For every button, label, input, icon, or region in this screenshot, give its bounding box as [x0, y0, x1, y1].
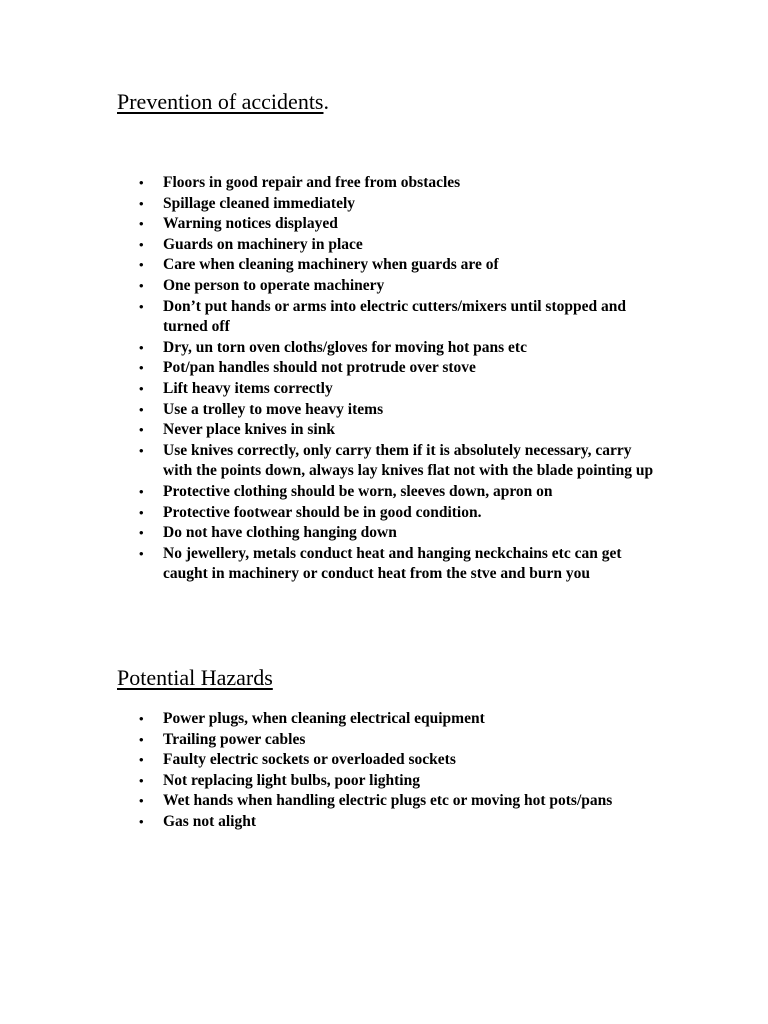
list-item	[139, 771, 659, 792]
heading-prevention-of-accidents	[117, 88, 329, 116]
list-item	[139, 544, 659, 585]
list-item-text: Dry, un torn oven cloths/gloves for moving hot pans etc	[163, 338, 527, 356]
bullet-icon: •	[139, 504, 144, 520]
list-item-text: Protective footwear should be in good condition.	[163, 503, 482, 521]
bullet-icon: •	[139, 442, 144, 458]
bullet-icon: •	[139, 525, 144, 541]
list-item	[139, 297, 659, 338]
bullet-icon: •	[139, 277, 144, 293]
hazards-list	[139, 709, 659, 833]
heading-prevention-text: Prevention of accidents	[117, 89, 324, 114]
list-item-text: Protective clothing should be worn, sleeves down, apron on	[163, 482, 553, 500]
list-item	[139, 173, 659, 194]
list-item	[139, 441, 659, 482]
list-item-text: Don’t put hands or arms into electric cutters/mixers until stopped and turned off	[163, 297, 626, 336]
list-item	[139, 812, 659, 833]
list-item	[139, 523, 659, 544]
bullet-icon: •	[139, 752, 144, 768]
list-item	[139, 730, 659, 751]
bullet-icon: •	[139, 380, 144, 396]
list-item-text: Faulty electric sockets or overloaded sockets	[163, 751, 456, 769]
bullet-icon: •	[139, 195, 144, 211]
list-item	[139, 379, 659, 400]
bullet-icon: •	[139, 360, 144, 376]
list-item-text: Never place knives in sink	[163, 421, 335, 439]
list-item	[139, 791, 659, 812]
bullet-icon: •	[139, 711, 144, 726]
list-item-text: Lift heavy items correctly	[163, 379, 333, 397]
list-item	[139, 358, 659, 379]
list-item	[139, 214, 659, 235]
list-item-text: Guards on machinery in place	[163, 235, 363, 253]
list-item-text: Care when cleaning machinery when guards are of	[163, 256, 499, 274]
list-item-text: Use knives correctly, only carry them if it is absolutely necessary, carry with the points down, always lay knives flat not with the blade pointing up	[163, 441, 654, 480]
list-item-text: Trailing power cables	[163, 730, 306, 748]
list-item	[139, 750, 659, 771]
prevention-list	[139, 173, 659, 585]
list-item	[139, 255, 659, 276]
bullet-icon: •	[139, 545, 144, 561]
bullet-icon: •	[139, 422, 144, 438]
list-item-text: Warning notices displayed	[163, 215, 338, 233]
list-item-text: Power plugs, when cleaning electrical equipment	[163, 710, 485, 727]
heading-potential-hazards	[117, 664, 273, 692]
bullet-icon: •	[139, 401, 144, 417]
heading-hazards-text: Potential Hazards	[117, 665, 273, 690]
list-item	[139, 400, 659, 421]
bullet-icon: •	[139, 772, 144, 788]
heading-prevention-period: .	[323, 89, 329, 114]
list-item-text: Not replacing light bulbs, poor lighting	[163, 771, 420, 789]
list-item-text: Gas not alight	[163, 812, 257, 830]
list-item	[139, 276, 659, 297]
list-item-text: Spillage cleaned immediately	[163, 194, 356, 212]
list-item-text: No jewellery, metals conduct heat and hanging neckchains etc can get caught in machinery or conduct heat from the stve and burn you	[163, 544, 622, 583]
list-item-text: One person to operate machinery	[163, 276, 385, 294]
list-item	[139, 709, 659, 730]
list-item	[139, 503, 659, 524]
bullet-icon: •	[139, 793, 144, 809]
bullet-icon: •	[139, 298, 144, 314]
list-item	[139, 194, 659, 215]
bullet-icon: •	[139, 216, 144, 232]
list-item	[139, 338, 659, 359]
list-item-text: Do not have clothing hanging down	[163, 524, 397, 542]
list-item-text: Floors in good repair and free from obstacles	[163, 174, 461, 191]
bullet-icon: •	[139, 339, 144, 355]
bullet-icon: •	[139, 257, 144, 273]
list-item	[139, 482, 659, 503]
bullet-icon: •	[139, 813, 144, 829]
list-item	[139, 420, 659, 441]
bullet-icon: •	[139, 236, 144, 252]
list-item-text: Wet hands when handling electric plugs etc or moving hot pots/pans	[163, 792, 613, 810]
bullet-icon: •	[139, 483, 144, 499]
list-item	[139, 235, 659, 256]
bullet-icon: •	[139, 731, 144, 747]
list-item-text: Use a trolley to move heavy items	[163, 400, 384, 418]
bullet-icon: •	[139, 175, 144, 190]
list-item-text: Pot/pan handles should not protrude over stove	[163, 359, 476, 377]
